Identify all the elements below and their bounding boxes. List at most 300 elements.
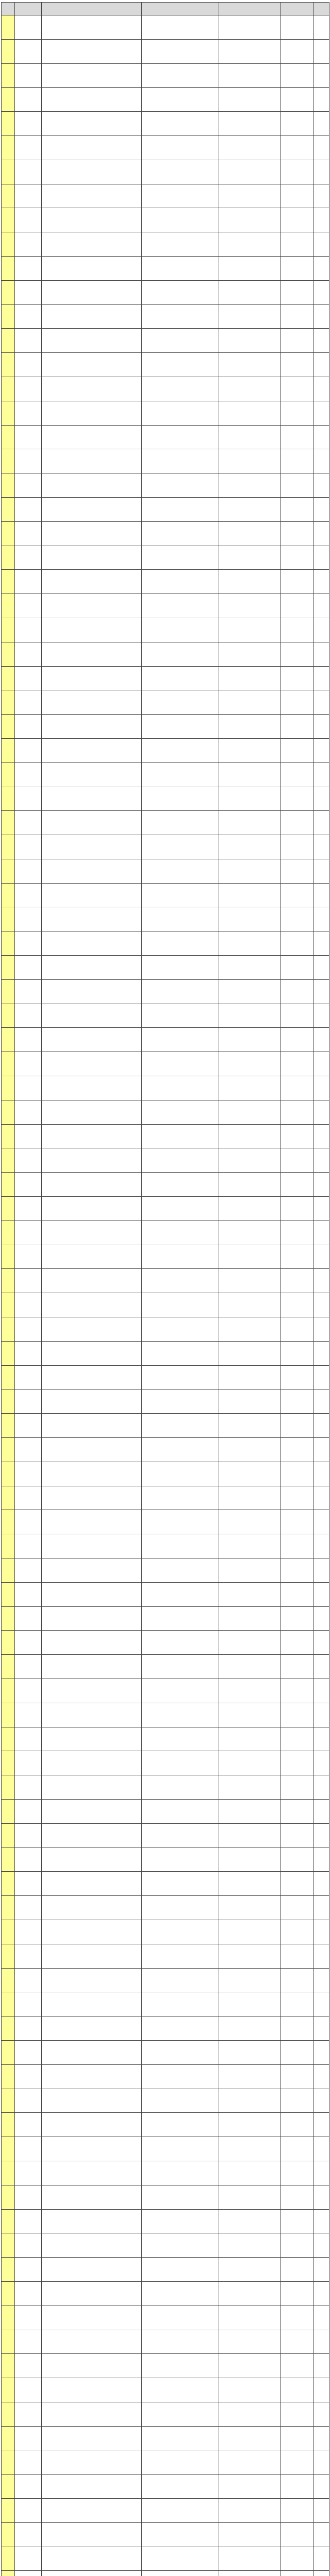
table-cell xyxy=(15,1462,42,1486)
table-cell xyxy=(281,1293,314,1317)
table-cell xyxy=(15,570,42,594)
table-cell xyxy=(219,1582,281,1606)
table-cell xyxy=(15,2161,42,2185)
table-cell xyxy=(15,787,42,811)
table-cell xyxy=(42,1992,142,2016)
table-cell xyxy=(42,2402,142,2426)
table-cell xyxy=(15,1438,42,1462)
table-cell xyxy=(314,1148,329,1173)
table-row xyxy=(2,208,329,232)
table-cell xyxy=(281,2233,314,2258)
table-cell xyxy=(15,931,42,956)
table-row xyxy=(2,2040,329,2064)
table-cell xyxy=(15,2137,42,2161)
table-cell xyxy=(281,787,314,811)
table-cell xyxy=(42,2522,142,2547)
table-cell xyxy=(314,2089,329,2113)
table-cell xyxy=(42,377,142,401)
table-cell xyxy=(219,2209,281,2233)
table-row xyxy=(2,979,329,1004)
table-cell xyxy=(314,2402,329,2426)
table-cell xyxy=(281,1558,314,1583)
table-cell xyxy=(2,1076,15,1100)
table-cell xyxy=(219,353,281,377)
table-cell xyxy=(42,1438,142,1462)
table-cell xyxy=(219,2233,281,2258)
table-cell xyxy=(2,1124,15,1148)
table-cell xyxy=(142,2016,219,2041)
table-cell xyxy=(42,2354,142,2378)
table-cell xyxy=(314,1028,329,1052)
table-cell xyxy=(42,1775,142,1800)
table-cell xyxy=(2,1896,15,1920)
table-cell xyxy=(314,39,329,63)
table-cell xyxy=(15,521,42,546)
table-cell xyxy=(15,2233,42,2258)
table-row xyxy=(2,1703,329,1727)
table-cell xyxy=(219,1896,281,1920)
table-cell xyxy=(2,160,15,184)
table-cell xyxy=(281,304,314,329)
table-cell xyxy=(142,15,219,40)
table-cell xyxy=(281,2330,314,2354)
table-row xyxy=(2,1751,329,1775)
table-cell xyxy=(2,63,15,88)
table-cell xyxy=(314,1606,329,1631)
table-cell xyxy=(281,1052,314,1076)
table-cell xyxy=(15,738,42,762)
table-cell xyxy=(281,2571,314,2576)
table-cell xyxy=(42,1052,142,1076)
table-cell xyxy=(219,473,281,498)
table-cell xyxy=(314,473,329,498)
table-row xyxy=(2,1148,329,1173)
table-cell xyxy=(42,63,142,88)
table-cell xyxy=(219,1823,281,1848)
table-cell xyxy=(314,1558,329,1583)
table-row xyxy=(2,2547,329,2571)
table-cell xyxy=(142,618,219,642)
table-cell xyxy=(142,112,219,136)
table-cell xyxy=(281,738,314,762)
table-cell xyxy=(15,1631,42,1655)
table-cell xyxy=(281,2499,314,2523)
table-cell xyxy=(281,2185,314,2209)
table-cell xyxy=(314,1872,329,1896)
table-cell xyxy=(42,1872,142,1896)
table-cell xyxy=(2,15,15,40)
table-cell xyxy=(281,1823,314,1848)
table-cell xyxy=(281,2522,314,2547)
table-cell xyxy=(219,280,281,304)
table-cell xyxy=(142,2089,219,2113)
table-row xyxy=(2,39,329,63)
table-cell xyxy=(219,2137,281,2161)
table-cell xyxy=(314,1727,329,1751)
table-cell xyxy=(142,2571,219,2576)
table-cell xyxy=(15,1896,42,1920)
table-cell xyxy=(142,1197,219,1221)
table-cell xyxy=(219,2547,281,2571)
table-cell xyxy=(281,1317,314,1342)
table-cell xyxy=(15,2016,42,2041)
table-cell xyxy=(219,2089,281,2113)
table-cell xyxy=(219,1799,281,1823)
table-cell xyxy=(2,449,15,473)
table-cell xyxy=(42,1631,142,1655)
table-cell xyxy=(2,2161,15,2185)
column-header-extra xyxy=(281,3,314,15)
table-cell xyxy=(2,2378,15,2402)
table-cell xyxy=(314,1245,329,1269)
table-cell xyxy=(2,1655,15,1679)
table-cell xyxy=(219,2475,281,2499)
table-cell xyxy=(219,1968,281,1992)
table-cell xyxy=(314,1823,329,1848)
table-cell xyxy=(314,1848,329,1872)
table-cell xyxy=(219,2330,281,2354)
table-row xyxy=(2,1823,329,1848)
table-cell xyxy=(219,1486,281,1510)
table-cell xyxy=(281,1245,314,1269)
table-cell xyxy=(281,835,314,859)
table-cell xyxy=(15,979,42,1004)
table-cell xyxy=(281,1173,314,1197)
table-cell xyxy=(314,2258,329,2282)
table-cell xyxy=(219,2281,281,2306)
table-cell xyxy=(314,2113,329,2137)
table-cell xyxy=(281,1534,314,1558)
table-cell xyxy=(314,1655,329,1679)
table-cell xyxy=(142,1992,219,2016)
table-cell xyxy=(42,546,142,570)
table-cell xyxy=(2,1872,15,1896)
table-cell xyxy=(42,1197,142,1221)
table-cell xyxy=(15,2499,42,2523)
table-cell xyxy=(219,160,281,184)
table-cell xyxy=(15,1968,42,1992)
table-cell xyxy=(314,521,329,546)
table-cell xyxy=(219,449,281,473)
table-cell xyxy=(42,449,142,473)
table-cell xyxy=(142,2354,219,2378)
table-cell xyxy=(314,1269,329,1293)
table-cell xyxy=(314,787,329,811)
table-cell xyxy=(142,1221,219,1245)
table-cell xyxy=(281,2450,314,2475)
table-row xyxy=(2,1245,329,1269)
table-cell xyxy=(314,135,329,160)
table-cell xyxy=(314,184,329,208)
table-cell xyxy=(314,1100,329,1124)
table-cell xyxy=(314,859,329,883)
table-cell xyxy=(281,2113,314,2137)
table-cell xyxy=(281,1896,314,1920)
table-cell xyxy=(142,2185,219,2209)
table-cell xyxy=(42,304,142,329)
table-cell xyxy=(42,112,142,136)
table-cell xyxy=(281,377,314,401)
table-cell xyxy=(314,979,329,1004)
table-cell xyxy=(314,1389,329,1414)
table-row xyxy=(2,473,329,498)
table-cell xyxy=(281,1992,314,2016)
table-cell xyxy=(314,1076,329,1100)
table-cell xyxy=(2,2330,15,2354)
table-cell xyxy=(42,2064,142,2089)
table-cell xyxy=(15,1004,42,1028)
table-cell xyxy=(2,2209,15,2233)
table-cell xyxy=(219,1438,281,1462)
table-cell xyxy=(2,256,15,280)
table-cell xyxy=(2,2233,15,2258)
table-cell xyxy=(2,738,15,762)
table-cell xyxy=(281,2402,314,2426)
table-cell xyxy=(2,907,15,931)
table-cell xyxy=(42,1462,142,1486)
table-cell xyxy=(142,2330,219,2354)
table-cell xyxy=(42,1076,142,1100)
table-cell xyxy=(219,1341,281,1365)
table-cell xyxy=(42,859,142,883)
table-cell xyxy=(2,2354,15,2378)
table-cell xyxy=(219,39,281,63)
table-cell xyxy=(42,570,142,594)
table-cell xyxy=(314,2016,329,2041)
table-cell xyxy=(219,1631,281,1655)
table-cell xyxy=(15,2089,42,2113)
table-cell xyxy=(2,1534,15,1558)
table-cell xyxy=(281,1365,314,1389)
table-row xyxy=(2,907,329,931)
table-row xyxy=(2,1727,329,1751)
table-cell xyxy=(281,63,314,88)
table-cell xyxy=(2,1679,15,1703)
table-row xyxy=(2,1293,329,1317)
table-cell xyxy=(219,570,281,594)
table-row xyxy=(2,2258,329,2282)
table-cell xyxy=(42,1606,142,1631)
table-row xyxy=(2,1534,329,1558)
table-cell xyxy=(2,762,15,787)
table-cell xyxy=(314,1992,329,2016)
table-cell xyxy=(15,2281,42,2306)
table-cell xyxy=(314,401,329,425)
table-row xyxy=(2,1799,329,1823)
table-cell xyxy=(2,690,15,715)
table-cell xyxy=(142,1823,219,1848)
table-cell xyxy=(314,2475,329,2499)
table-cell xyxy=(142,473,219,498)
table-cell xyxy=(15,2402,42,2426)
table-cell xyxy=(142,497,219,521)
table-row xyxy=(2,112,329,136)
table-cell xyxy=(142,377,219,401)
table-cell xyxy=(42,1365,142,1389)
table-cell xyxy=(15,1703,42,1727)
table-cell xyxy=(219,63,281,88)
table-cell xyxy=(142,2233,219,2258)
table-cell xyxy=(281,449,314,473)
table-cell xyxy=(219,497,281,521)
table-cell xyxy=(15,2378,42,2402)
table-cell xyxy=(15,1848,42,1872)
table-cell xyxy=(219,1751,281,1775)
table-cell xyxy=(42,1823,142,1848)
table-cell xyxy=(142,1245,219,1269)
table-cell xyxy=(314,232,329,257)
table-row xyxy=(2,2185,329,2209)
table-cell xyxy=(219,1727,281,1751)
table-cell xyxy=(15,642,42,666)
table-cell xyxy=(42,2306,142,2330)
table-cell xyxy=(15,15,42,40)
table-cell xyxy=(2,2571,15,2576)
table-cell xyxy=(42,135,142,160)
table-row xyxy=(2,1968,329,1992)
table-cell xyxy=(15,304,42,329)
table-row xyxy=(2,1896,329,1920)
table-cell xyxy=(15,1052,42,1076)
column-header-attachment xyxy=(219,3,281,15)
table-cell xyxy=(42,2378,142,2402)
table-cell xyxy=(314,256,329,280)
table-cell xyxy=(2,787,15,811)
table-cell xyxy=(281,1076,314,1100)
table-cell xyxy=(42,2113,142,2137)
column-header-name xyxy=(15,3,42,15)
table-cell xyxy=(15,1944,42,1968)
table-cell xyxy=(142,449,219,473)
table-cell xyxy=(314,1414,329,1438)
table-cell xyxy=(142,1606,219,1631)
table-cell xyxy=(314,497,329,521)
table-cell xyxy=(281,956,314,980)
table-cell xyxy=(219,859,281,883)
table-cell xyxy=(2,1389,15,1414)
table-cell xyxy=(2,1414,15,1438)
table-cell xyxy=(15,956,42,980)
table-cell xyxy=(314,449,329,473)
table-cell xyxy=(42,1341,142,1365)
table-cell xyxy=(15,1414,42,1438)
table-cell xyxy=(42,2089,142,2113)
table-cell xyxy=(142,2040,219,2064)
table-cell xyxy=(2,425,15,449)
table-cell xyxy=(314,1944,329,1968)
table-cell xyxy=(142,1341,219,1365)
table-row xyxy=(2,425,329,449)
table-cell xyxy=(281,2281,314,2306)
table-cell xyxy=(2,1052,15,1076)
table-cell xyxy=(2,642,15,666)
table-cell xyxy=(142,63,219,88)
table-cell xyxy=(314,715,329,739)
table-cell xyxy=(2,1365,15,1389)
table-cell xyxy=(15,594,42,618)
table-cell xyxy=(314,1293,329,1317)
table-cell xyxy=(219,1944,281,1968)
table-cell xyxy=(142,835,219,859)
table-cell xyxy=(219,594,281,618)
table-cell xyxy=(314,1004,329,1028)
table-cell xyxy=(314,762,329,787)
table-cell xyxy=(15,1076,42,1100)
table-cell xyxy=(2,1823,15,1848)
table-cell xyxy=(281,1100,314,1124)
table-cell xyxy=(219,1221,281,1245)
table-row xyxy=(2,1438,329,1462)
table-row xyxy=(2,1317,329,1342)
table-cell xyxy=(281,1438,314,1462)
table-cell xyxy=(15,63,42,88)
table-cell xyxy=(281,1751,314,1775)
table-cell xyxy=(219,329,281,353)
table-cell xyxy=(15,811,42,835)
table-cell xyxy=(281,979,314,1004)
table-row xyxy=(2,184,329,208)
table-cell xyxy=(2,1462,15,1486)
table-cell xyxy=(15,1124,42,1148)
table-cell xyxy=(142,1004,219,1028)
table-cell xyxy=(142,666,219,690)
table-cell xyxy=(42,907,142,931)
table-row xyxy=(2,1004,329,1028)
table-cell xyxy=(219,811,281,835)
table-cell xyxy=(142,1269,219,1293)
table-cell xyxy=(2,883,15,907)
table-cell xyxy=(15,715,42,739)
table-cell xyxy=(42,39,142,63)
table-cell xyxy=(281,618,314,642)
table-cell xyxy=(142,1148,219,1173)
table-cell xyxy=(2,353,15,377)
table-cell xyxy=(42,1655,142,1679)
table-cell xyxy=(42,762,142,787)
table-cell xyxy=(15,112,42,136)
table-cell xyxy=(219,1028,281,1052)
table-cell xyxy=(15,1775,42,1800)
table-cell xyxy=(219,1124,281,1148)
table-row xyxy=(2,329,329,353)
table-cell xyxy=(142,642,219,666)
table-cell xyxy=(42,2499,142,2523)
table-cell xyxy=(15,1679,42,1703)
table-cell xyxy=(219,1558,281,1583)
table-cell xyxy=(42,931,142,956)
table-cell xyxy=(15,1269,42,1293)
table-cell xyxy=(219,2064,281,2089)
table-cell xyxy=(2,1992,15,2016)
table-cell xyxy=(42,738,142,762)
table-cell xyxy=(142,1655,219,1679)
table-cell xyxy=(142,715,219,739)
table-cell xyxy=(15,449,42,473)
table-cell xyxy=(142,1293,219,1317)
table-cell xyxy=(314,1341,329,1365)
table-cell xyxy=(314,1510,329,1534)
table-cell xyxy=(314,1534,329,1558)
table-cell xyxy=(2,1245,15,1269)
table-row xyxy=(2,401,329,425)
table-cell xyxy=(15,39,42,63)
table-row xyxy=(2,1076,329,1100)
table-cell xyxy=(42,666,142,690)
table-cell xyxy=(142,401,219,425)
table-cell xyxy=(2,1269,15,1293)
table-cell xyxy=(314,88,329,112)
column-header-text xyxy=(142,3,219,15)
